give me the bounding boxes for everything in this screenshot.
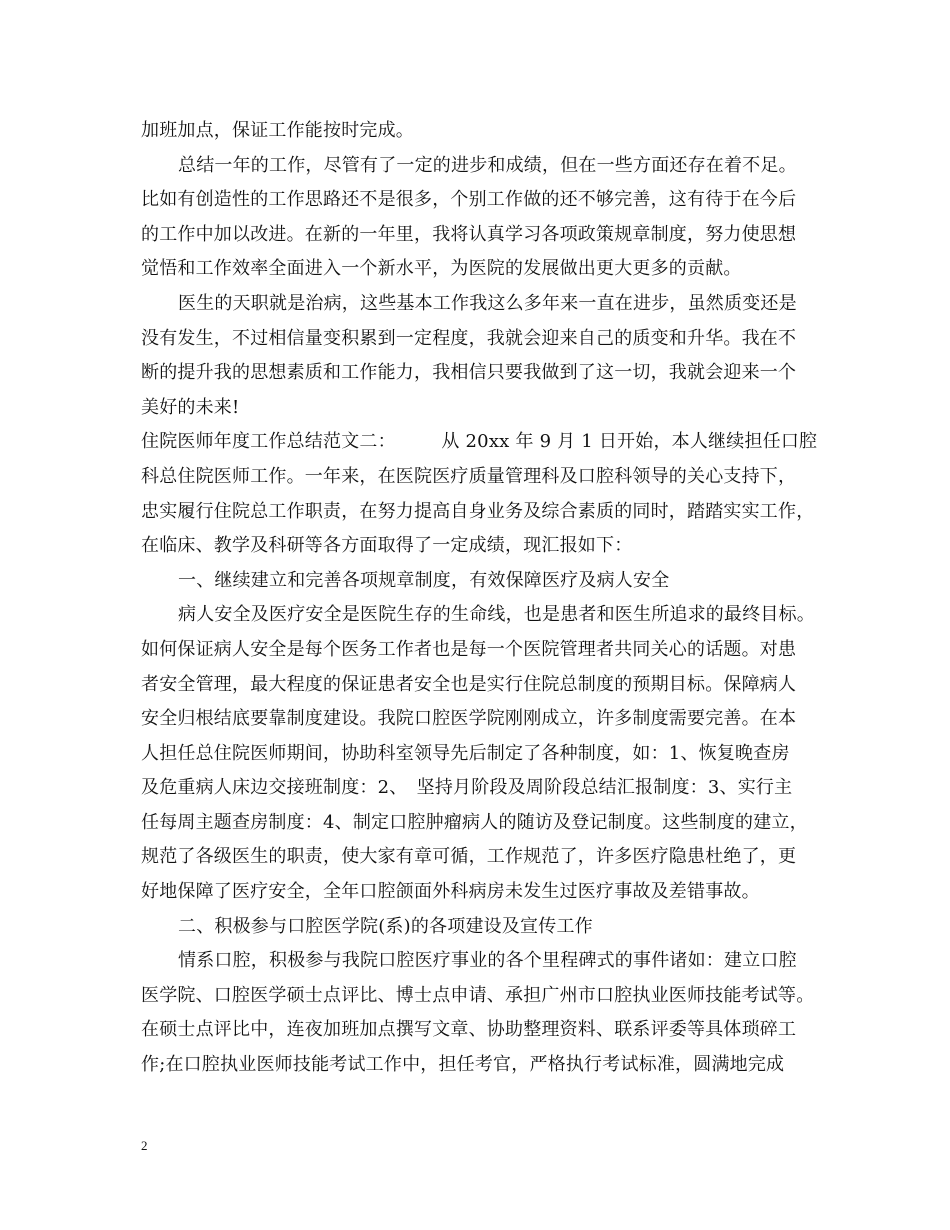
text-line: 觉悟和工作效率全面进入一个新水平，为医院的发展做出更大更多的贡献。	[141, 258, 742, 280]
text-line: 在硕士点评比中，连夜加班加点撰写文章、协助整理资料、联系评委等具体琐碎工	[141, 1019, 797, 1041]
text-line: 美好的未来!	[141, 396, 240, 418]
page-number: 2	[141, 1138, 148, 1153]
text-line: 安全归根结底要靠制度建设。我院口腔医学院刚刚成立，许多制度需要完善。在本	[141, 708, 797, 730]
text-line: 规范了各级医生的职责，使大家有章可循，工作规范了，许多医疗隐患杜绝了，更	[141, 846, 797, 868]
text-line: 住院医师年度工作总结范文二： 从 20xx 年 9 月 1 日开始，本人继续担任口腔	[141, 431, 818, 453]
text-line: 科总住院医师工作。一年来，在医院医疗质量管理科及口腔科领导的关心支持下，	[141, 465, 797, 487]
text-line: 及危重病人床边交接班制度：2、 坚持月阶段及周阶段总结汇报制度：3、实行主	[141, 777, 793, 799]
text-line: 者安全管理，最大程度的保证患者安全也是实行住院总制度的预期目标。保障病人	[141, 673, 797, 695]
text-line: 好地保障了医疗安全，全年口腔颌面外科病房未发生过医疗事故及差错事故。	[141, 881, 760, 903]
text-line: 病人安全及医疗安全是医院生存的生命线，也是患者和医生所追求的最终目标。	[178, 604, 815, 626]
text-line: 医学院、口腔医学硕士点评比、博士点申请、承担广州市口腔执业医师技能考试等。	[141, 984, 815, 1006]
text-line: 情系口腔，积极参与我院口腔医疗事业的各个里程碑式的事件诸如：建立口腔	[178, 950, 797, 972]
text-line: 一、继续建立和完善各项规章制度，有效保障医疗及病人安全	[178, 569, 670, 591]
text-line: 加班加点，保证工作能按时完成。	[141, 120, 414, 141]
document-body	[141, 114, 821, 1083]
text-line: 在临床、教学及科研等各方面取得了一定成绩，现汇报如下：	[141, 535, 633, 557]
text-line: 人担任总住院医师期间，协助科室领导先后制定了各种制度，如：1、恢复晚查房	[141, 742, 790, 764]
text-line: 二、积极参与口腔医学院(系)的各项建设及宣传工作	[178, 915, 593, 937]
text-line: 总结一年的工作，尽管有了一定的进步和成绩，但在一些方面还存在着不足。	[178, 154, 797, 176]
text-line: 断的提升我的思想素质和工作能力，我相信只要我做到了这一切，我就会迎来一个	[141, 362, 797, 384]
text-line: 的工作中加以改进。在新的一年里，我将认真学习各项政策规章制度，努力使思想	[141, 223, 797, 245]
text-line: 作;在口腔执业医师技能考试工作中，担任考官，严格执行考试标准，圆满地完成	[141, 1054, 785, 1076]
text-line: 任每周主题查房制度：4、制定口腔肿瘤病人的随访及登记制度。这些制度的建立，	[141, 811, 808, 833]
text-line: 比如有创造性的工作思路还不是很多，个别工作做的还不够完善，这有待于在今后	[141, 189, 797, 211]
text-line: 如何保证病人安全是每个医务工作者也是每一个医院管理者共同关心的话题。对患	[141, 638, 797, 660]
text-line: 医生的天职就是治病，这些基本工作我这么多年来一直在进步，虽然质变还是	[178, 292, 797, 314]
text-line: 忠实履行住院总工作职责，在努力提高自身业务及综合素质的同时，踏踏实实工作，	[141, 500, 815, 522]
text-line: 没有发生，不过相信量变积累到一定程度，我就会迎来自己的质变和升华。我在不	[141, 327, 797, 349]
